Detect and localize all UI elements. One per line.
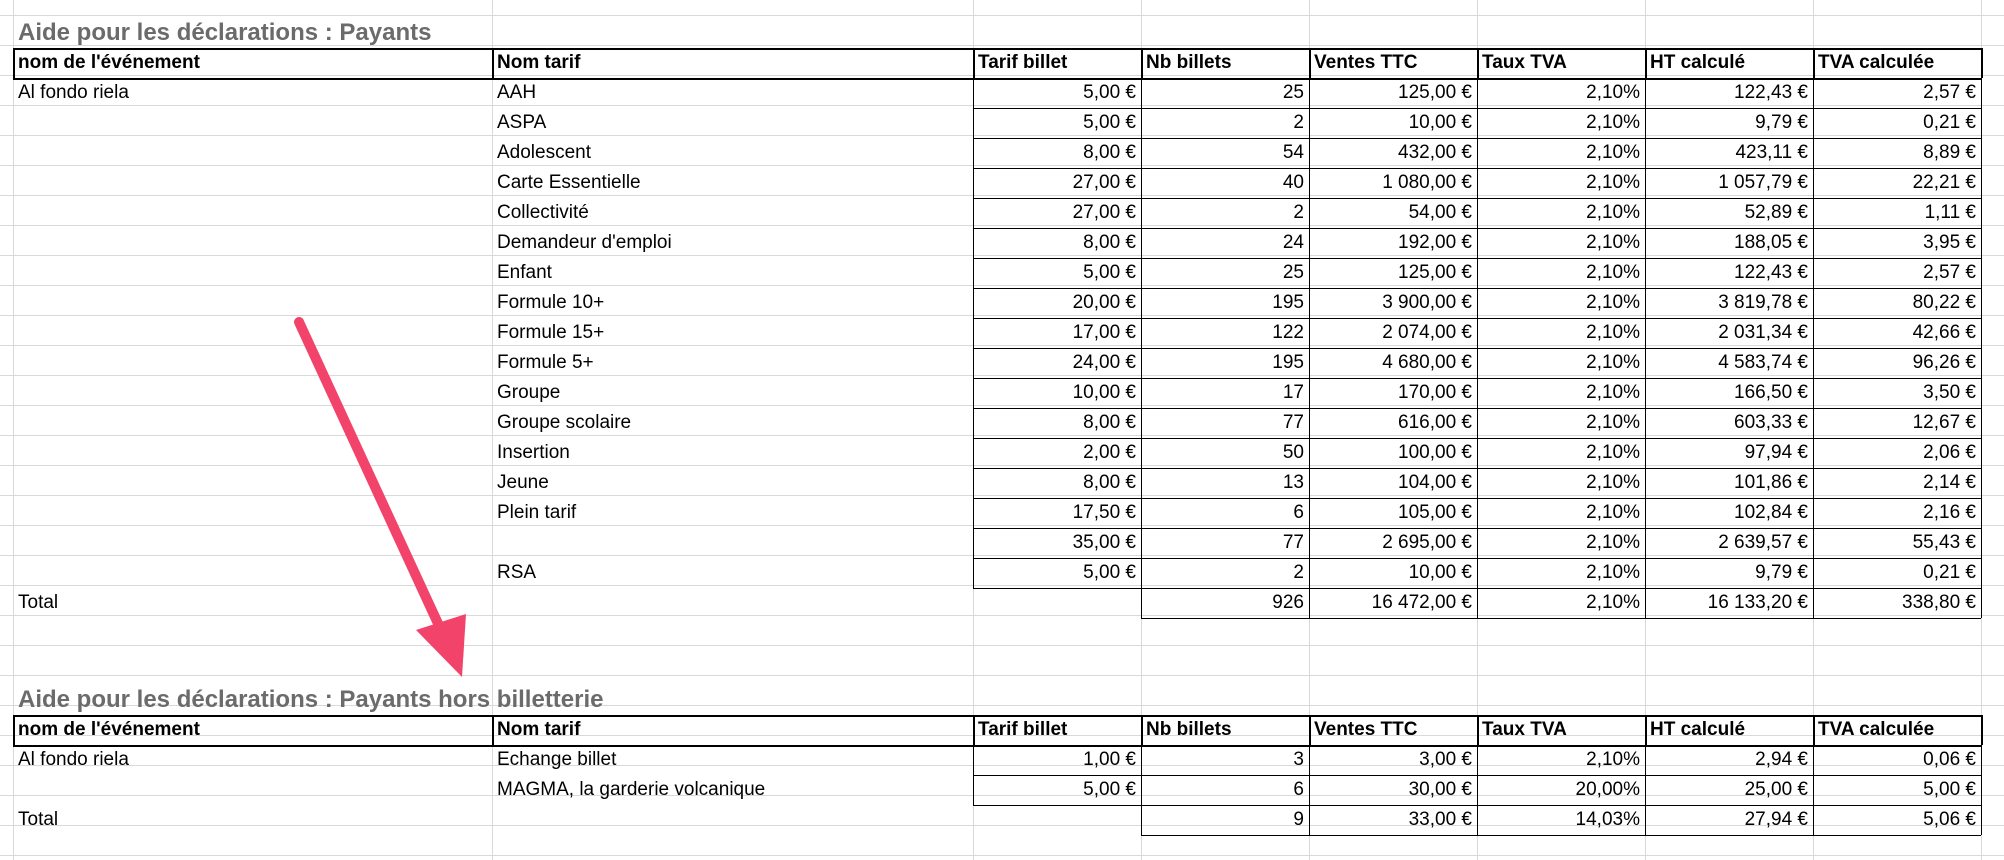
cell-vat-computed[interactable]: 5,06 €	[1923, 809, 1976, 830]
cell-vat-rate[interactable]: 2,10%	[1586, 382, 1640, 403]
cell-ticket-count[interactable]: 2	[1293, 202, 1304, 223]
cell-border	[1813, 745, 1814, 805]
cell-sales-ttc[interactable]: 10,00 €	[1408, 562, 1472, 583]
grid-row-line	[0, 855, 2004, 856]
cell-ticket-count[interactable]: 50	[1282, 442, 1304, 463]
cell-ticket-count[interactable]: 77	[1282, 532, 1304, 553]
cell-ticket-price[interactable]: 5,00 €	[1083, 82, 1136, 103]
cell-event[interactable]	[13, 775, 492, 805]
cell-ht-computed[interactable]: 188,05 €	[1734, 232, 1808, 253]
cell-ticket-count[interactable]: 13	[1282, 472, 1304, 493]
cell-sales-ttc[interactable]: 4 680,00 €	[1382, 352, 1472, 373]
cell-ht-computed[interactable]: 101,86 €	[1734, 472, 1808, 493]
cell-ticket-count[interactable]: 6	[1293, 779, 1304, 800]
cell-ticket-price[interactable]: 20,00 €	[1072, 292, 1136, 313]
cell-vat-computed[interactable]: 22,21 €	[1912, 172, 1976, 193]
cell-ht-computed[interactable]: 166,50 €	[1734, 382, 1808, 403]
cell-vat-computed[interactable]: 3,50 €	[1923, 382, 1976, 403]
cell-ticket-count[interactable]: 54	[1282, 142, 1304, 163]
grid-row-line	[0, 645, 2004, 646]
cell-ht-computed[interactable]: 122,43 €	[1734, 262, 1808, 283]
cell-border	[1645, 48, 1647, 78]
cell-sales-ttc[interactable]: 3 900,00 €	[1382, 292, 1472, 313]
cell-event[interactable]	[13, 168, 492, 198]
cell-ticket-price[interactable]: 8,00 €	[1083, 472, 1136, 493]
cell-sales-ttc[interactable]: 1 080,00 €	[1382, 172, 1472, 193]
cell-border	[1309, 588, 1310, 618]
cell-ticket-price[interactable]: 5,00 €	[1083, 262, 1136, 283]
cell-ticket-count[interactable]: 195	[1272, 352, 1304, 373]
cell-border	[1477, 745, 1478, 805]
header-vat-computed[interactable]: TVA calculée	[1818, 719, 1935, 740]
cell-event[interactable]	[13, 318, 492, 348]
cell-border	[1309, 78, 1310, 588]
cell-ht-computed[interactable]: 102,84 €	[1734, 502, 1808, 523]
cell-border	[13, 48, 15, 78]
cell-sales-ttc[interactable]: 616,00 €	[1398, 412, 1472, 433]
cell-vat-computed[interactable]: 2,06 €	[1923, 442, 1976, 463]
cell-vat-computed[interactable]: 55,43 €	[1912, 532, 1976, 553]
cell-border	[1141, 715, 1143, 745]
cell-ticket-count[interactable]: 195	[1272, 292, 1304, 313]
cell-border	[1141, 618, 1981, 619]
cell-tariff-name[interactable]	[492, 528, 973, 558]
cell-ht-computed[interactable]: 2 639,57 €	[1718, 532, 1808, 553]
cell-event[interactable]	[13, 108, 492, 138]
cell-tariff-name[interactable]: Echange billet	[497, 749, 617, 770]
cell-border	[1645, 805, 1646, 835]
cell-ticket-price[interactable]: 8,00 €	[1083, 412, 1136, 433]
cell-ticket-price[interactable]: 17,50 €	[1072, 502, 1136, 523]
cell-tariff-name[interactable]: Adolescent	[497, 142, 592, 163]
cell-border	[1981, 715, 1983, 745]
cell-border	[13, 745, 1981, 747]
cell-event[interactable]: Al fondo riela	[18, 749, 129, 770]
cell-border	[1813, 78, 1814, 588]
cell-ticket-count[interactable]: 25	[1282, 82, 1304, 103]
cell-border	[1981, 588, 1982, 618]
header-sales-ttc[interactable]: Ventes TTC	[1314, 52, 1418, 73]
cell-ht-computed[interactable]: 16 133,20 €	[1707, 592, 1808, 613]
cell-event[interactable]	[13, 378, 492, 408]
cell-border	[1981, 805, 1982, 835]
header-tariff-name[interactable]: Nom tarif	[497, 719, 581, 740]
cell-ht-computed[interactable]: 9,79 €	[1755, 562, 1808, 583]
cell-ticket-price[interactable]: 5,00 €	[1083, 112, 1136, 133]
cell-ht-computed[interactable]: 52,89 €	[1744, 202, 1808, 223]
cell-ticket-count[interactable]: 3	[1293, 749, 1304, 770]
cell-sales-ttc[interactable]: 125,00 €	[1398, 262, 1472, 283]
cell-ticket-count[interactable]: 9	[1293, 809, 1304, 830]
cell-tariff-name[interactable]: Formule 15+	[497, 322, 605, 343]
cell-tariff-name[interactable]: Groupe	[497, 382, 561, 403]
cell-tariff-name[interactable]: Groupe scolaire	[497, 412, 632, 433]
cell-border	[13, 715, 15, 745]
cell-vat-rate[interactable]: 2,10%	[1586, 442, 1640, 463]
cell-event[interactable]	[13, 138, 492, 168]
cell-ht-computed[interactable]: 27,94 €	[1744, 809, 1808, 830]
cell-ticket-count[interactable]: 6	[1293, 502, 1304, 523]
cell-vat-rate[interactable]: 2,10%	[1586, 232, 1640, 253]
cell-vat-rate[interactable]: 2,10%	[1586, 592, 1640, 613]
cell-border	[1309, 805, 1310, 835]
cell-border	[1141, 805, 1142, 835]
cell-vat-rate[interactable]: 2,10%	[1586, 112, 1640, 133]
cell-ticket-count[interactable]: 40	[1282, 172, 1304, 193]
cell-tariff-name[interactable]: Demandeur d'emploi	[497, 232, 672, 253]
cell-vat-rate[interactable]: 2,10%	[1586, 562, 1640, 583]
cell-border	[1309, 715, 1311, 745]
cell-vat-computed[interactable]: 2,14 €	[1923, 472, 1976, 493]
cell-sales-ttc[interactable]: 104,00 €	[1398, 472, 1472, 493]
cell-border	[13, 78, 1981, 80]
cell-tariff-name[interactable]: RSA	[497, 562, 537, 583]
cell-vat-computed[interactable]: 0,21 €	[1923, 112, 1976, 133]
section-title: Aide pour les déclarations : Payants	[18, 19, 432, 46]
cell-sales-ttc[interactable]: 16 472,00 €	[1371, 592, 1472, 613]
cell-ht-computed[interactable]: 3 819,78 €	[1718, 292, 1808, 313]
cell-border	[973, 78, 974, 588]
cell-border	[1141, 745, 1142, 805]
cell-tariff-name[interactable]: Plein tarif	[497, 502, 577, 523]
cell-event[interactable]: Al fondo riela	[18, 82, 129, 103]
cell-border	[13, 48, 1981, 50]
header-vat-computed[interactable]: TVA calculée	[1818, 52, 1935, 73]
cell-border	[1981, 745, 1982, 805]
cell-event[interactable]: Total	[18, 592, 59, 613]
cell-sales-ttc[interactable]: 30,00 €	[1408, 779, 1472, 800]
cell-vat-computed[interactable]: 0,06 €	[1923, 749, 1976, 770]
header-ticket-price[interactable]: Tarif billet	[978, 719, 1068, 740]
header-tariff-name[interactable]: Nom tarif	[497, 52, 581, 73]
cell-ht-computed[interactable]: 4 583,74 €	[1718, 352, 1808, 373]
cell-ticket-count[interactable]: 24	[1282, 232, 1304, 253]
cell-ht-computed[interactable]: 1 057,79 €	[1718, 172, 1808, 193]
cell-vat-rate[interactable]: 20,00%	[1575, 779, 1640, 800]
cell-event[interactable]	[13, 468, 492, 498]
cell-border	[1141, 835, 1981, 836]
header-ticket-count[interactable]: Nb billets	[1146, 719, 1232, 740]
cell-ticket-price[interactable]	[973, 805, 1141, 835]
cell-border	[973, 48, 975, 78]
cell-vat-computed[interactable]: 5,00 €	[1923, 779, 1976, 800]
cell-vat-computed[interactable]: 2,57 €	[1923, 82, 1976, 103]
cell-sales-ttc[interactable]: 54,00 €	[1408, 202, 1472, 223]
cell-tariff-name[interactable]	[492, 588, 973, 618]
cell-vat-computed[interactable]: 338,80 €	[1902, 592, 1976, 613]
cell-ticket-count[interactable]: 926	[1272, 592, 1304, 613]
cell-border	[1645, 715, 1647, 745]
cell-ticket-count[interactable]: 122	[1272, 322, 1304, 343]
cell-tariff-name[interactable]: AAH	[497, 82, 537, 103]
cell-tariff-name[interactable]: Formule 5+	[497, 352, 594, 373]
cell-border	[1645, 588, 1646, 618]
header-ht-computed[interactable]: HT calculé	[1650, 52, 1746, 73]
cell-vat-rate[interactable]: 2,10%	[1586, 202, 1640, 223]
cell-ticket-price[interactable]: 27,00 €	[1072, 172, 1136, 193]
cell-vat-rate[interactable]: 2,10%	[1586, 142, 1640, 163]
cell-event[interactable]	[13, 408, 492, 438]
cell-vat-rate[interactable]: 14,03%	[1575, 809, 1640, 830]
cell-ticket-price[interactable]: 2,00 €	[1083, 442, 1136, 463]
cell-event[interactable]	[13, 288, 492, 318]
cell-border	[1477, 588, 1478, 618]
cell-ticket-count[interactable]: 17	[1282, 382, 1304, 403]
cell-vat-rate[interactable]: 2,10%	[1586, 322, 1640, 343]
cell-vat-computed[interactable]: 8,89 €	[1923, 142, 1976, 163]
cell-border	[1813, 715, 1815, 745]
cell-event[interactable]	[13, 348, 492, 378]
cell-ticket-price[interactable]: 27,00 €	[1072, 202, 1136, 223]
cell-vat-rate[interactable]: 2,10%	[1586, 82, 1640, 103]
cell-ticket-count[interactable]: 77	[1282, 412, 1304, 433]
grid-row-line	[0, 675, 2004, 676]
cell-vat-computed[interactable]: 0,21 €	[1923, 562, 1976, 583]
cell-tariff-name[interactable]: Enfant	[497, 262, 552, 283]
cell-border	[1141, 48, 1143, 78]
cell-ht-computed[interactable]: 122,43 €	[1734, 82, 1808, 103]
cell-border	[1981, 78, 1982, 588]
header-ticket-count[interactable]: Nb billets	[1146, 52, 1232, 73]
cell-event[interactable]	[13, 498, 492, 528]
cell-vat-computed[interactable]: 3,95 €	[1923, 232, 1976, 253]
cell-tariff-name[interactable]: Jeune	[497, 472, 549, 493]
cell-sales-ttc[interactable]: 100,00 €	[1398, 442, 1472, 463]
cell-vat-computed[interactable]: 96,26 €	[1912, 352, 1976, 373]
cell-ht-computed[interactable]: 97,94 €	[1744, 442, 1808, 463]
cell-ht-computed[interactable]: 9,79 €	[1755, 112, 1808, 133]
cell-ticket-price[interactable]: 5,00 €	[1083, 779, 1136, 800]
section-title: Aide pour les déclarations : Payants hors billetterie	[18, 686, 604, 713]
cell-border	[1141, 78, 1142, 588]
cell-sales-ttc[interactable]: 3,00 €	[1419, 749, 1472, 770]
cell-ticket-count[interactable]: 2	[1293, 562, 1304, 583]
cell-vat-rate[interactable]: 2,10%	[1586, 472, 1640, 493]
cell-ht-computed[interactable]: 423,11 €	[1735, 142, 1808, 163]
cell-border	[1645, 78, 1646, 588]
cell-vat-rate[interactable]: 2,10%	[1586, 172, 1640, 193]
header-event[interactable]: nom de l'événement	[18, 52, 200, 73]
cell-sales-ttc[interactable]: 432,00 €	[1398, 142, 1472, 163]
cell-event[interactable]	[13, 258, 492, 288]
cell-tariff-name[interactable]	[492, 805, 973, 835]
cell-ticket-price[interactable]: 17,00 €	[1072, 322, 1136, 343]
cell-ticket-price[interactable]	[973, 588, 1141, 618]
cell-tariff-name[interactable]: Insertion	[497, 442, 570, 463]
cell-ticket-price[interactable]: 24,00 €	[1072, 352, 1136, 373]
cell-sales-ttc[interactable]: 33,00 €	[1408, 809, 1472, 830]
cell-sales-ttc[interactable]: 192,00 €	[1398, 232, 1472, 253]
cell-vat-computed[interactable]: 80,22 €	[1912, 292, 1976, 313]
header-vat-rate[interactable]: Taux TVA	[1482, 719, 1567, 740]
cell-event[interactable]: Total	[18, 809, 59, 830]
cell-ticket-price[interactable]: 35,00 €	[1072, 532, 1136, 553]
cell-tariff-name[interactable]: ASPA	[497, 112, 547, 133]
cell-border	[1813, 48, 1815, 78]
cell-border	[1813, 805, 1814, 835]
cell-border	[973, 745, 974, 805]
cell-ticket-count[interactable]: 25	[1282, 262, 1304, 283]
cell-vat-computed[interactable]: 42,66 €	[1912, 322, 1976, 343]
grid-row-line	[0, 15, 2004, 16]
cell-border	[1813, 588, 1814, 618]
cell-border	[1141, 588, 1142, 618]
cell-sales-ttc[interactable]: 10,00 €	[1408, 112, 1472, 133]
cell-vat-rate[interactable]: 2,10%	[1586, 412, 1640, 433]
cell-border	[492, 715, 494, 745]
cell-tariff-name[interactable]: MAGMA, la garderie volcanique	[497, 779, 766, 800]
cell-vat-rate[interactable]: 2,10%	[1586, 292, 1640, 313]
cell-tariff-name[interactable]: Formule 10+	[497, 292, 605, 313]
cell-ticket-count[interactable]: 2	[1293, 112, 1304, 133]
cell-ht-computed[interactable]: 25,00 €	[1744, 779, 1808, 800]
cell-border	[1477, 805, 1478, 835]
cell-ticket-price[interactable]: 10,00 €	[1072, 382, 1136, 403]
cell-ticket-price[interactable]: 5,00 €	[1083, 562, 1136, 583]
cell-vat-rate[interactable]: 2,10%	[1586, 502, 1640, 523]
cell-border	[1981, 48, 1983, 78]
cell-event[interactable]	[13, 438, 492, 468]
cell-ticket-price[interactable]: 1,00 €	[1083, 749, 1136, 770]
cell-border	[1645, 745, 1646, 805]
cell-border	[1477, 78, 1478, 588]
cell-vat-rate[interactable]: 2,10%	[1586, 352, 1640, 373]
cell-event[interactable]	[13, 528, 492, 558]
cell-sales-ttc[interactable]: 2 074,00 €	[1382, 322, 1472, 343]
cell-sales-ttc[interactable]: 2 695,00 €	[1382, 532, 1472, 553]
cell-vat-rate[interactable]: 2,10%	[1586, 532, 1640, 553]
cell-vat-computed[interactable]: 2,57 €	[1923, 262, 1976, 283]
cell-event[interactable]	[13, 198, 492, 228]
header-sales-ttc[interactable]: Ventes TTC	[1314, 719, 1418, 740]
cell-border	[973, 715, 975, 745]
cell-event[interactable]	[13, 228, 492, 258]
cell-vat-computed[interactable]: 2,16 €	[1923, 502, 1976, 523]
cell-ht-computed[interactable]: 603,33 €	[1734, 412, 1808, 433]
cell-border	[1477, 715, 1479, 745]
cell-ht-computed[interactable]: 2 031,34 €	[1718, 322, 1808, 343]
cell-ht-computed[interactable]: 2,94 €	[1755, 749, 1808, 770]
cell-sales-ttc[interactable]: 105,00 €	[1398, 502, 1472, 523]
cell-ticket-price[interactable]: 8,00 €	[1083, 232, 1136, 253]
cell-border	[1309, 745, 1310, 805]
cell-ticket-price[interactable]: 8,00 €	[1083, 142, 1136, 163]
header-ticket-price[interactable]: Tarif billet	[978, 52, 1068, 73]
cell-event[interactable]	[13, 558, 492, 588]
cell-border	[1477, 48, 1479, 78]
cell-vat-rate[interactable]: 2,10%	[1586, 262, 1640, 283]
cell-border	[13, 715, 1981, 717]
cell-vat-computed[interactable]: 12,67 €	[1912, 412, 1976, 433]
cell-border	[492, 48, 494, 78]
header-event[interactable]: nom de l'événement	[18, 719, 200, 740]
cell-vat-computed[interactable]: 1,11 €	[1924, 202, 1976, 223]
header-ht-computed[interactable]: HT calculé	[1650, 719, 1746, 740]
cell-tariff-name[interactable]: Carte Essentielle	[497, 172, 641, 193]
cell-tariff-name[interactable]: Collectivité	[497, 202, 589, 223]
cell-sales-ttc[interactable]: 125,00 €	[1398, 82, 1472, 103]
cell-sales-ttc[interactable]: 170,00 €	[1398, 382, 1472, 403]
cell-border	[1309, 48, 1311, 78]
cell-vat-rate[interactable]: 2,10%	[1586, 749, 1640, 770]
header-vat-rate[interactable]: Taux TVA	[1482, 52, 1567, 73]
